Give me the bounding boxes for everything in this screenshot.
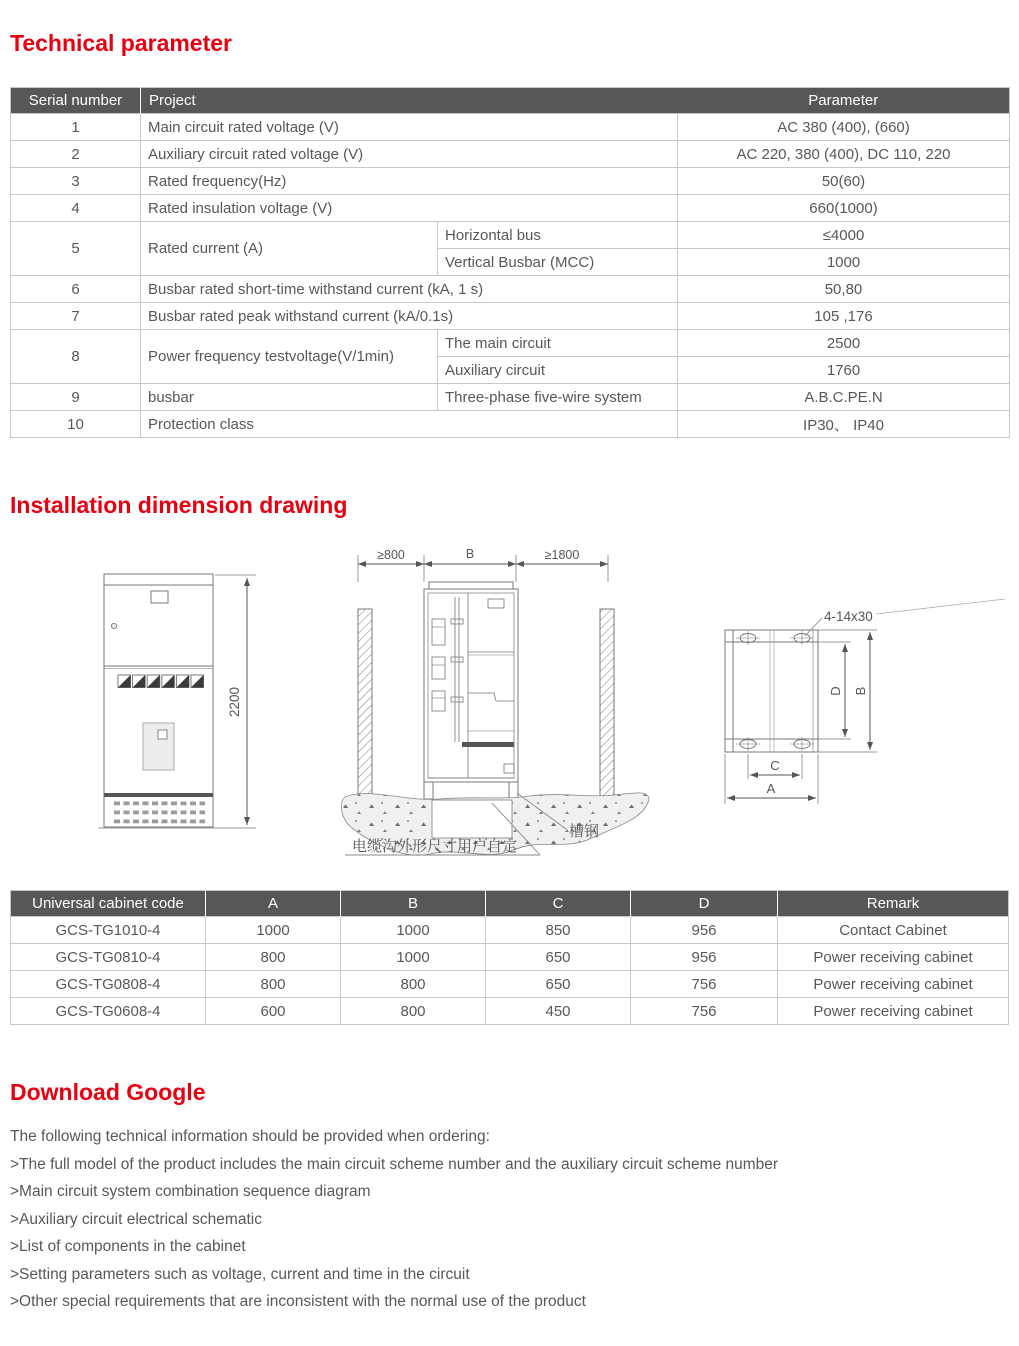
cell-parameter: AC 380 (400), (660) [678,114,1010,141]
cell-project: Busbar rated short-time withstand current (kA, 1 s) [141,276,678,303]
table-row [11,330,1010,357]
cell-parameter: A.B.C.PE.N [678,384,1010,411]
cell-c: 650 [486,971,631,998]
cell-serial: 5 [11,222,141,276]
table-row [11,168,1010,195]
table-row [11,998,1009,1025]
cabinet-footprint-view [725,599,1005,804]
cell-subproject: Three-phase five-wire system [438,384,678,411]
table-header-row [11,88,1010,114]
technical-parameter-table [10,87,1010,438]
cell-remark: Power receiving cabinet [778,944,1009,971]
cable-trench [432,800,512,838]
cell-serial: 2 [11,141,141,168]
table-row [11,276,1010,303]
cell-serial: 6 [11,276,141,303]
cell-serial: 8 [11,330,141,384]
dim-label-right-clearance: ≥1800 [544,548,580,562]
cell-subproject: Vertical Busbar (MCC) [438,249,678,276]
cell-parameter: AC 220, 380 (400), DC 110, 220 [678,141,1010,168]
cell-b: 1000 [341,944,486,971]
cell-parameter: 1760 [678,357,1010,384]
cell-parameter: 660(1000) [678,195,1010,222]
cell-project: Rated current (A) [141,222,438,276]
cell-d: 756 [631,998,778,1025]
cell-parameter: 105 ,176 [678,303,1010,330]
cell-a: 800 [206,944,341,971]
table-row [11,971,1009,998]
cell-project: Auxiliary circuit rated voltage (V) [141,141,678,168]
dim-label-c: C [770,758,780,773]
section-title-technical-parameter: Technical parameter [10,30,233,56]
table-row [11,384,1010,411]
cell-d: 956 [631,944,778,971]
section-title-download: Download Google [10,1079,206,1105]
cell-remark: Power receiving cabinet [778,971,1009,998]
table-row [11,222,1010,249]
ordering-item: >Main circuit system combination sequence diagram [10,1183,371,1200]
col-header-a: A [206,891,341,917]
cell-a: 800 [206,971,341,998]
table-row [11,195,1010,222]
cell-code: GCS-TG1010-4 [11,917,206,944]
channel-steel-label: 槽钢 [569,823,600,840]
dim-label-d: D [828,686,843,696]
cell-serial: 10 [11,411,141,438]
table-header-row [11,891,1009,917]
cell-code: GCS-TG0810-4 [11,944,206,971]
cabinet-section-view [341,547,649,855]
cell-parameter: 2500 [678,330,1010,357]
cabinet-front-view [98,574,256,828]
ordering-item: >Auxiliary circuit electrical schematic [10,1210,262,1228]
cell-subproject: Horizontal bus [438,222,678,249]
table-row [11,917,1009,944]
cell-b: 1000 [341,917,486,944]
cell-subproject: The main circuit [438,330,678,357]
indicator-squares [118,675,204,688]
cell-b: 800 [341,998,486,1025]
cell-parameter: 50,80 [678,276,1010,303]
cell-serial: 4 [11,195,141,222]
fixing-slot-holes [736,631,814,751]
cell-project: Power frequency testvoltage(V/1min) [141,330,438,384]
dim-label-height: 2200 [227,686,242,718]
holes-label: 4-14x30 [824,609,873,624]
section-title-installation-drawing: Installation dimension drawing [10,492,348,518]
table-row [11,141,1010,168]
col-header-c: C [486,891,631,917]
cell-serial: 1 [11,114,141,141]
table-row [11,114,1010,141]
col-header-parameter: Parameter [678,88,1010,114]
cell-d: 756 [631,971,778,998]
dim-label-width-b: B [465,547,475,561]
trench-note-label: 电缆沟外形尺寸用户自定 [352,838,518,855]
cell-remark: Power receiving cabinet [778,998,1009,1025]
ordering-item: >Setting parameters such as voltage, current and time in the circuit [10,1265,470,1283]
cell-parameter: ≤4000 [678,222,1010,249]
ordering-item: >The full model of the product includes the main circuit scheme number and the auxiliary circuit scheme number [10,1155,779,1173]
cell-remark: Contact Cabinet [778,917,1009,944]
cell-project: Busbar rated peak withstand current (kA/0.1s) [141,303,678,330]
installation-dimension-drawing [10,537,1009,877]
cell-c: 450 [486,998,631,1025]
table-row [11,303,1010,330]
ordering-info [10,1123,1009,1316]
col-header-serial: Serial number [11,88,141,114]
col-header-code: Universal cabinet code [11,891,206,917]
cell-parameter: 1000 [678,249,1010,276]
dim-label-b: B [853,686,868,696]
col-header-b: B [341,891,486,917]
cell-serial: 9 [11,384,141,411]
cell-project: Protection class [141,411,678,438]
ordering-intro: The following technical information should be provided when ordering: [10,1128,490,1145]
col-header-d: D [631,891,778,917]
universal-cabinet-code-table [10,890,1009,1025]
cell-parameter: 50(60) [678,168,1010,195]
dim-label-a: A [766,781,776,796]
ordering-item: >Other special requirements that are inconsistent with the normal use of the product [10,1293,586,1310]
col-header-remark: Remark [778,891,1009,917]
cell-project: Rated insulation voltage (V) [141,195,678,222]
cell-code: GCS-TG0608-4 [11,998,206,1025]
cell-code: GCS-TG0808-4 [11,971,206,998]
col-header-project: Project [141,88,678,114]
cell-project: Rated frequency(Hz) [141,168,678,195]
cell-subproject: Auxiliary circuit [438,357,678,384]
datasheet-page [0,30,1019,1316]
cell-serial: 7 [11,303,141,330]
dim-label-left-clearance: ≥800 [377,548,405,562]
cell-b: 800 [341,971,486,998]
cell-project: Main circuit rated voltage (V) [141,114,678,141]
cell-serial: 3 [11,168,141,195]
ordering-item: >List of components in the cabinet [10,1238,246,1255]
cell-c: 650 [486,944,631,971]
cell-d: 956 [631,917,778,944]
cell-a: 1000 [206,917,341,944]
cell-c: 850 [486,917,631,944]
cell-a: 600 [206,998,341,1025]
cell-parameter: IP30、 IP40 [678,411,1010,438]
table-row [11,411,1010,438]
table-row [11,944,1009,971]
cell-project: busbar [141,384,438,411]
